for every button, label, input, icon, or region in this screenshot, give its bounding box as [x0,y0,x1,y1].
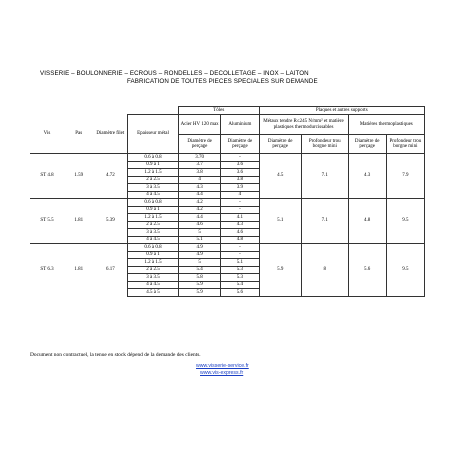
cell-aluminium: 3.9 [221,184,259,192]
cell-acier: 5.1 [178,236,220,244]
header-line-2: FABRICATION DE TOUTES PIECES SPECIALES SUR DEMANDE [127,78,318,85]
sub-header-metaux-diametre: Diamètre de perçage [259,135,301,154]
cell-acier: 4.2 [178,199,220,207]
cell-pas: 1.59 [64,154,94,199]
cell-acier: 4.2 [178,206,220,214]
sub-header-thermo-profondeur: Profondeur trou borgne mini [386,135,424,154]
cell-acier: 5 [178,229,220,237]
cell-aluminium: 4.6 [221,229,259,237]
cell-aluminium: 5.3 [221,266,259,274]
cell-aluminium: - [221,154,259,162]
cell-diametre-filet: 5.39 [94,199,128,244]
cell-aluminium: 3.8 [221,176,259,184]
header-spacer [30,107,178,115]
col-header-epaisseur: Epaisseur métal [128,115,179,154]
cell-acier: 5.9 [178,289,220,297]
website-link-visserie-service[interactable]: www.visserie-service.fr [196,363,249,369]
cell-aluminium: 5.4 [221,281,259,289]
col-header-acier: Acier HV 120 max [178,115,220,135]
cell-epaisseur: 3 à 3.5 [128,274,179,282]
cell-thermo-diametre: 4.8 [348,199,386,244]
cell-acier: 5.9 [178,281,220,289]
cell-metaux-diametre: 4.5 [259,154,301,199]
cell-epaisseur: 3 à 3.5 [128,184,179,192]
table-row [30,154,425,162]
group-header-plaques: Plaques et autres supports [259,107,425,115]
cell-epaisseur: 1.2 à 1.5 [128,259,179,267]
cell-aluminium: 4 [221,191,259,199]
cell-metaux-profondeur: 7.1 [301,199,348,244]
col-header-thermoplastiques: Matières thermoplastiques [348,115,424,135]
disclaimer-note: Document non contractuel, la tenue en stock dépend de la demande des clients. [30,352,201,358]
cell-epaisseur: 4.5 à 5 [128,289,179,297]
specs-table [30,106,425,297]
cell-epaisseur: 0.6 à 0.8 [128,199,179,207]
cell-thermo-profondeur: 9.5 [386,199,424,244]
cell-epaisseur: 2 à 2.5 [128,176,179,184]
cell-acier: 3.70 [178,154,220,162]
cell-epaisseur: 0.9 à 1 [128,206,179,214]
cell-thermo-diametre: 4.3 [348,154,386,199]
cell-aluminium: 4.8 [221,236,259,244]
cell-aluminium: 5.3 [221,274,259,282]
website-link-vis-express[interactable]: www.vis-express.fr [200,370,244,376]
col-header-pas: Pas [64,115,94,154]
cell-aluminium: - [221,206,259,214]
col-header-vis: Vis [30,115,64,154]
cell-aluminium: 3.6 [221,161,259,169]
cell-acier: 4.4 [178,191,220,199]
cell-acier: 4.4 [178,214,220,222]
cell-vis: ST 5.5 [30,199,64,244]
cell-acier: 5.4 [178,266,220,274]
cell-metaux-diametre: 5.9 [259,244,301,297]
cell-pas: 1.81 [64,244,94,297]
cell-epaisseur: 0.9 à 1 [128,161,179,169]
cell-acier: 5.8 [178,274,220,282]
sub-header-thermo-diametre: Diamètre de perçage [348,135,386,154]
cell-aluminium: 3.6 [221,169,259,177]
cell-diametre-filet: 6.17 [94,244,128,297]
cell-acier: 5 [178,259,220,267]
cell-metaux-profondeur: 8 [301,244,348,297]
cell-acier: 4.3 [178,184,220,192]
cell-epaisseur: 2 à 2.5 [128,221,179,229]
cell-thermo-diametre: 5.6 [348,244,386,297]
cell-epaisseur: 4 à 4.5 [128,281,179,289]
col-header-aluminium: Aluminium [221,115,259,135]
col-header-metaux: Métaux tendre R≤245 N/mm² et matière plastiques thermodurcissables [259,115,348,135]
col-header-diametre-filet: Diamètre filet [94,115,128,154]
cell-epaisseur: 4 à 4.5 [128,191,179,199]
cell-epaisseur: 0.6 à 0.8 [128,244,179,252]
cell-thermo-profondeur: 9.5 [386,244,424,297]
cell-metaux-diametre: 5.1 [259,199,301,244]
table-row [30,244,425,252]
cell-vis: ST 6.3 [30,244,64,297]
table-body [30,154,425,297]
sub-header-alu-diametre: Diamètre de perçage [221,135,259,154]
group-header-toles: Tôles [178,107,259,115]
cell-acier: 4.6 [178,221,220,229]
cell-acier: 4.9 [178,244,220,252]
cell-aluminium: 4.3 [221,221,259,229]
cell-aluminium: - [221,251,259,259]
cell-thermo-profondeur: 7.9 [386,154,424,199]
cell-epaisseur: 2 à 2.5 [128,266,179,274]
cell-epaisseur: 1.2 à 1.5 [128,214,179,222]
sub-header-acier-diametre: Diamètre de perçage [178,135,220,154]
cell-epaisseur: 0.6 à 0.8 [128,154,179,162]
cell-diametre-filet: 4.72 [94,154,128,199]
cell-metaux-profondeur: 7.1 [301,154,348,199]
cell-aluminium: 4.1 [221,214,259,222]
cell-aluminium: 5.6 [221,289,259,297]
cell-aluminium: 5.1 [221,259,259,267]
cell-acier: 4.9 [178,251,220,259]
table-row [30,199,425,207]
cell-epaisseur: 1.2 à 1.5 [128,169,179,177]
cell-pas: 1.81 [64,199,94,244]
sub-header-metaux-profondeur: Profondeur trou borgne mini [301,135,348,154]
cell-epaisseur: 4 à 4.5 [128,236,179,244]
cell-acier: 4 [178,176,220,184]
cell-epaisseur: 0.9 à 1 [128,251,179,259]
cell-vis: ST 4.8 [30,154,64,199]
cell-acier: 3.8 [178,169,220,177]
cell-aluminium: - [221,199,259,207]
cell-acier: 3.7 [178,161,220,169]
cell-aluminium: - [221,244,259,252]
header-line-1: VISSERIE – BOULONNERIE – ECROUS – RONDELLES – DECOLLETAGE – INOX – LAITON [40,70,309,77]
cell-epaisseur: 3 à 3.5 [128,229,179,237]
